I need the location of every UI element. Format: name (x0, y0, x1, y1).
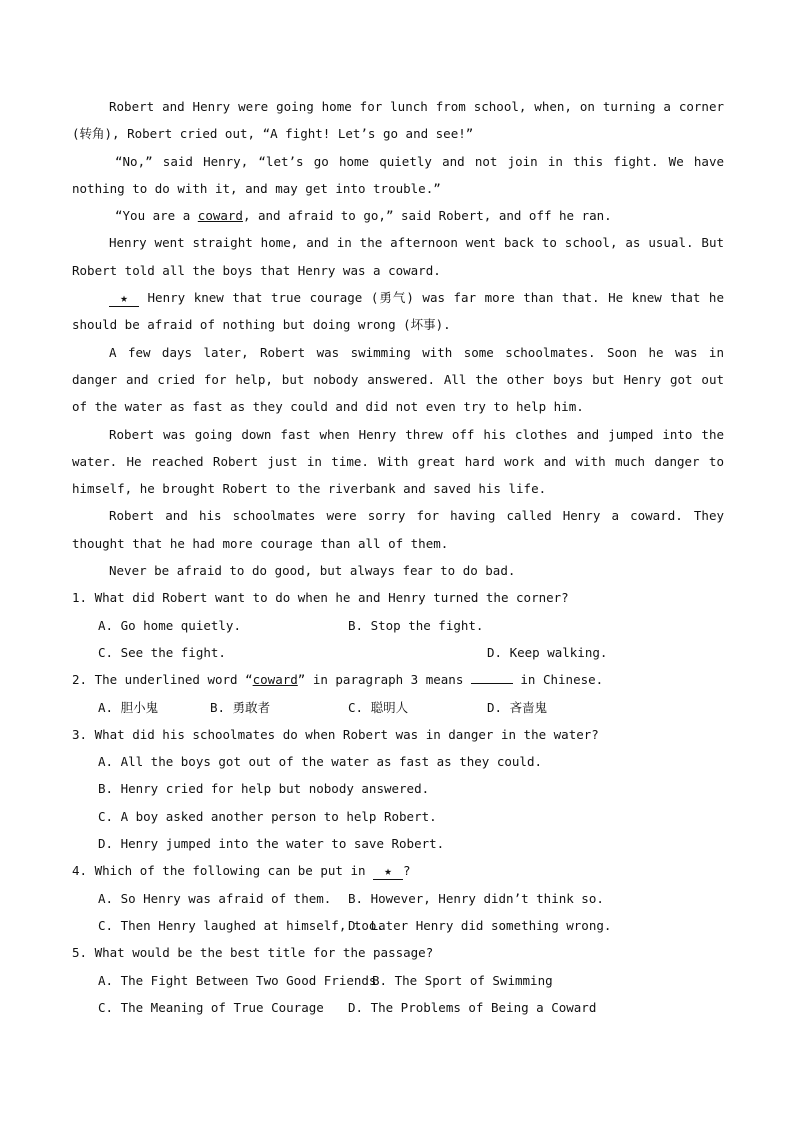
option-d[interactable]: D. Henry jumped into the water to save Robert. (98, 836, 445, 852)
underlined-word-coward: coward (252, 672, 298, 688)
question-3-option-d-row (72, 830, 724, 857)
option-c[interactable]: C. A boy asked another person to help Robert. (98, 808, 437, 824)
question-1-options-row-1 (72, 612, 724, 639)
passage-paragraph-9 (72, 557, 724, 584)
question-3-stem: 3. What did his schoolmates do when Robert was in danger in the water? (72, 726, 599, 742)
paragraph-text: , and afraid to go,” said Robert, and off he ran. (242, 208, 612, 224)
star-blank: ★ (373, 863, 403, 880)
answer-blank[interactable] (471, 671, 513, 684)
option-d[interactable]: D. The Problems of Being a Coward (348, 999, 597, 1015)
question-text: 4. Which of the following can be put in (72, 863, 374, 879)
star-blank: ★ (109, 290, 139, 307)
question-5-stem: 5. What would be the best title for the passage? (72, 945, 434, 961)
passage-paragraph-8 (72, 502, 724, 557)
paragraph-text: Henry knew that true courage (勇气) was far more than that. He knew that he should be afraid of nothing but doing wrong (坏事). (72, 290, 724, 333)
option-d[interactable]: D. Keep walking. (487, 644, 608, 660)
question-text: ” in paragraph 3 means (297, 672, 471, 688)
worksheet-page (72, 93, 724, 1021)
passage-paragraph-7 (72, 421, 724, 503)
option-c[interactable]: C. The Meaning of True Courage (98, 999, 324, 1015)
paragraph-text: Never be afraid to do good, but always fear to do bad. (109, 563, 516, 579)
question-3-option-b-row (72, 775, 724, 802)
question-5-options-row-1 (72, 967, 724, 994)
question-1-stem: 1. What did Robert want to do when he and Henry turned the corner? (72, 590, 569, 606)
question-4-options-row-2 (72, 912, 724, 939)
paragraph-text: Robert was going down fast when Henry threw off his clothes and jumped into the water. He reached Robert just in time. With great hard work and with much danger to himself, he brought Robert to the riverbank and saved his life. (72, 426, 724, 497)
question-2-stem (72, 666, 724, 693)
option-a[interactable]: A. All the boys got out of the water as fast as they could. (98, 754, 543, 770)
option-a[interactable]: A. Go home quietly. (98, 617, 241, 633)
paragraph-text: Robert and Henry were going home for lunch from school, when, on turning a corner (转角), Robert cried out, “A fight! Let’s go and see!” (72, 99, 724, 142)
paragraph-text: Robert and his schoolmates were sorry for having called Henry a coward. They thought that he had more courage than all of them. (72, 508, 724, 551)
passage-paragraph-2 (72, 148, 724, 203)
question-text: ? (403, 863, 411, 879)
option-b[interactable]: B. Stop the fight. (348, 617, 484, 633)
question-5-options-row-2 (72, 994, 724, 1021)
question-3-option-c-row (72, 803, 724, 830)
option-b[interactable]: B. However, Henry didn’t think so. (348, 890, 604, 906)
paragraph-text: “No,” said Henry, “let’s go home quietly and not join in this fight. We have nothing to do with it, and may get into trouble.” (72, 153, 724, 196)
passage-paragraph-3 (72, 202, 724, 229)
option-b[interactable]: B. Henry cried for help but nobody answered. (98, 781, 430, 797)
option-c[interactable]: C. 聪明人 (348, 699, 409, 715)
passage-paragraph-1 (72, 93, 724, 148)
question-text: in Chinese. (512, 672, 604, 688)
option-d[interactable]: D. Later Henry did something wrong. (348, 917, 612, 933)
question-text: 2. The underlined word “ (72, 672, 253, 688)
option-c[interactable]: C. See the fight. (98, 644, 226, 660)
passage-paragraph-5 (72, 284, 724, 339)
option-b[interactable]: B. The Sport of Swimming (372, 972, 553, 988)
question-2-options-row (72, 694, 724, 721)
passage-paragraph-6 (72, 339, 724, 421)
option-d[interactable]: D. 吝啬鬼 (487, 699, 548, 715)
option-a[interactable]: A. So Henry was afraid of them. (98, 890, 332, 906)
option-b[interactable]: B. 勇敢者 (210, 699, 271, 715)
paragraph-text: A few days later, Robert was swimming with some schoolmates. Soon he was in danger and cried for help, but nobody answered. All the other boys but Henry got out of the water as fast as they could and did not even try to help him. (72, 344, 724, 415)
question-3-option-a-row (72, 748, 724, 775)
underlined-word-coward: coward (197, 208, 243, 224)
question-1-options-row-2 (72, 639, 724, 666)
paragraph-text: “You are a (115, 208, 198, 224)
paragraph-text: Henry went straight home, and in the afternoon went back to school, as usual. But Robert told all the boys that Henry was a coward. (72, 235, 724, 278)
question-4-stem (72, 857, 724, 884)
option-c[interactable]: C. Then Henry laughed at himself, too. (98, 917, 384, 933)
question-4-options-row-1 (72, 885, 724, 912)
passage-paragraph-4 (72, 229, 724, 284)
option-a[interactable]: A. 胆小鬼 (98, 699, 159, 715)
option-a[interactable]: A. The Fight Between Two Good Friends (98, 972, 377, 988)
